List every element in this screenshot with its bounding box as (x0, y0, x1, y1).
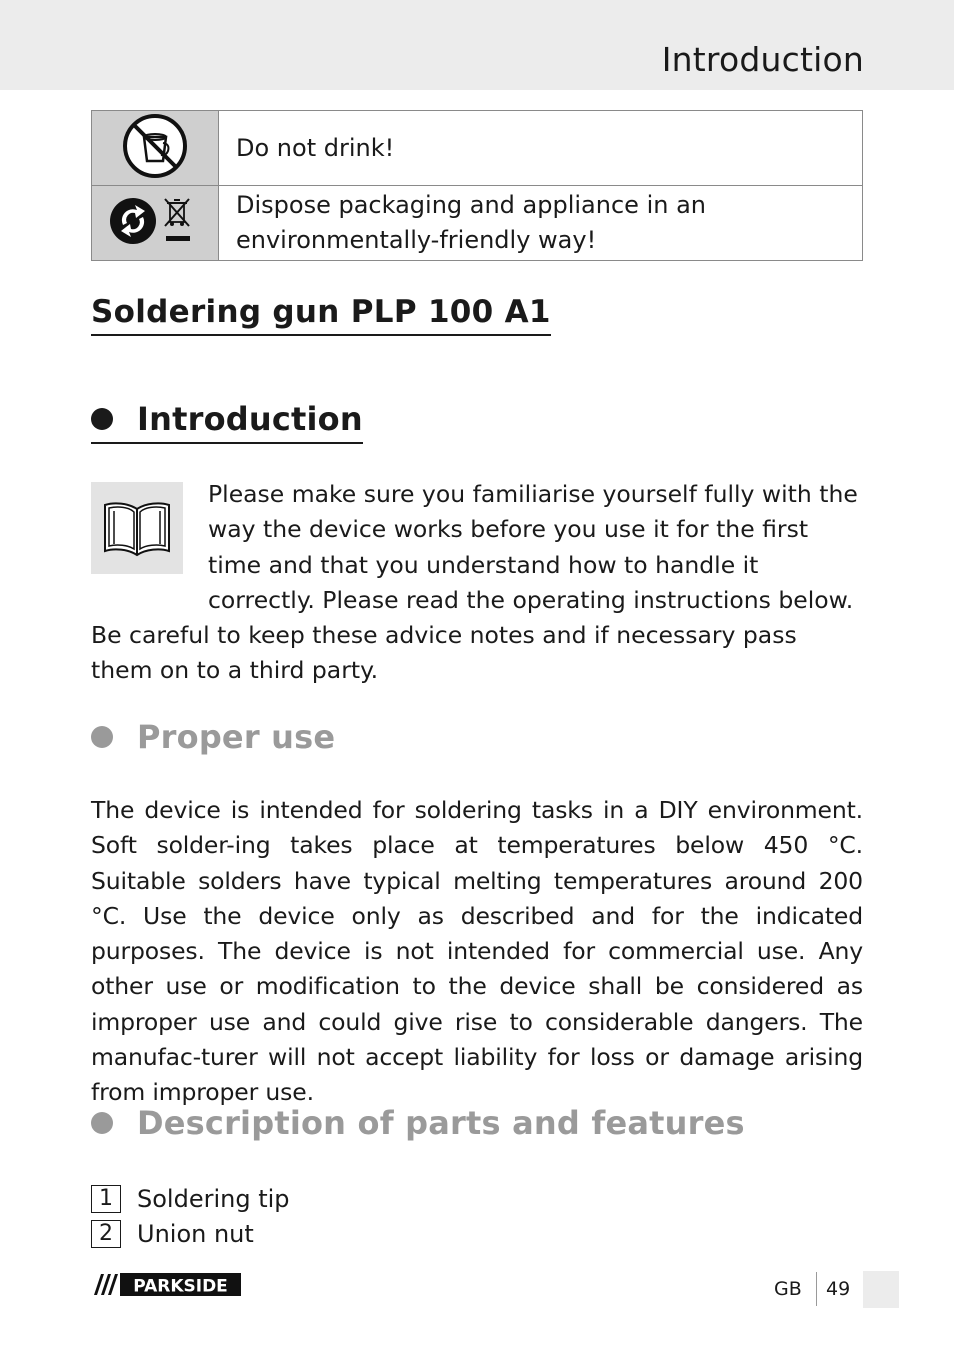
page-number: 49 (826, 1278, 851, 1300)
symbol-table (91, 110, 863, 261)
bullet-icon (91, 408, 113, 430)
bullet-icon (91, 1112, 113, 1134)
no-drinking-icon (122, 113, 188, 179)
section-heading-text: Description of parts and features (137, 1104, 745, 1142)
parts-list (91, 1181, 290, 1251)
part-label: Union nut (137, 1219, 254, 1248)
section-heading-description (91, 1104, 745, 1142)
part-number: 1 (91, 1185, 121, 1213)
symbol-row (92, 111, 863, 186)
brand-logo (91, 1273, 241, 1296)
section-heading-proper-use (91, 718, 335, 756)
footer-tab-marker (863, 1271, 899, 1308)
symbol-text: Dispose packaging and appliance in an environmentally-friendly way! (219, 186, 863, 261)
page-header-title: Introduction (661, 40, 864, 79)
introduction-body: Please make sure you familiarise yourself fully with the way the device works before you use it for the first time and that you understand how to handle it correctly. Please read the operating instructions below. Be careful to keep these advice notes and if necessary pass them on to a third party. (91, 480, 858, 685)
symbol-row (92, 186, 863, 261)
proper-use-body: The device is intended for soldering tasks in a DIY environment. Soft solder-ing takes place at temperatures below 450 °C. Suitable solders have typical melting temperatures around 200 °C. Use the device only as described and for the indicated purposes. The device is not intended for commercial use. Any other use or modification to the device shall be considered as improper use and could give rise to considerable dangers. The manufac-turer will not accept liability for loss or damage arising from improper use. (91, 796, 863, 1107)
section-heading-text: Proper use (137, 718, 336, 756)
symbol-text: Do not drink! (219, 111, 863, 186)
bullet-icon (91, 726, 113, 748)
recycling-disposal-icon (109, 193, 201, 249)
symbol-icon-cell (92, 111, 219, 186)
footer-divider (816, 1272, 817, 1306)
footer-language: GB (774, 1278, 802, 1300)
section-heading-introduction (91, 400, 363, 444)
text-wrap-spacer (91, 477, 208, 583)
part-label: Soldering tip (137, 1184, 290, 1213)
section-heading-text: Introduction (137, 400, 363, 438)
brand-logo-text: PARKSIDE (133, 1276, 228, 1296)
list-item (91, 1216, 290, 1251)
part-number: 2 (91, 1220, 121, 1248)
document-title: Soldering gun PLP 100 A1 (91, 294, 551, 336)
introduction-text-block (91, 477, 863, 689)
list-item (91, 1181, 290, 1216)
symbol-icon-cell (92, 186, 219, 261)
